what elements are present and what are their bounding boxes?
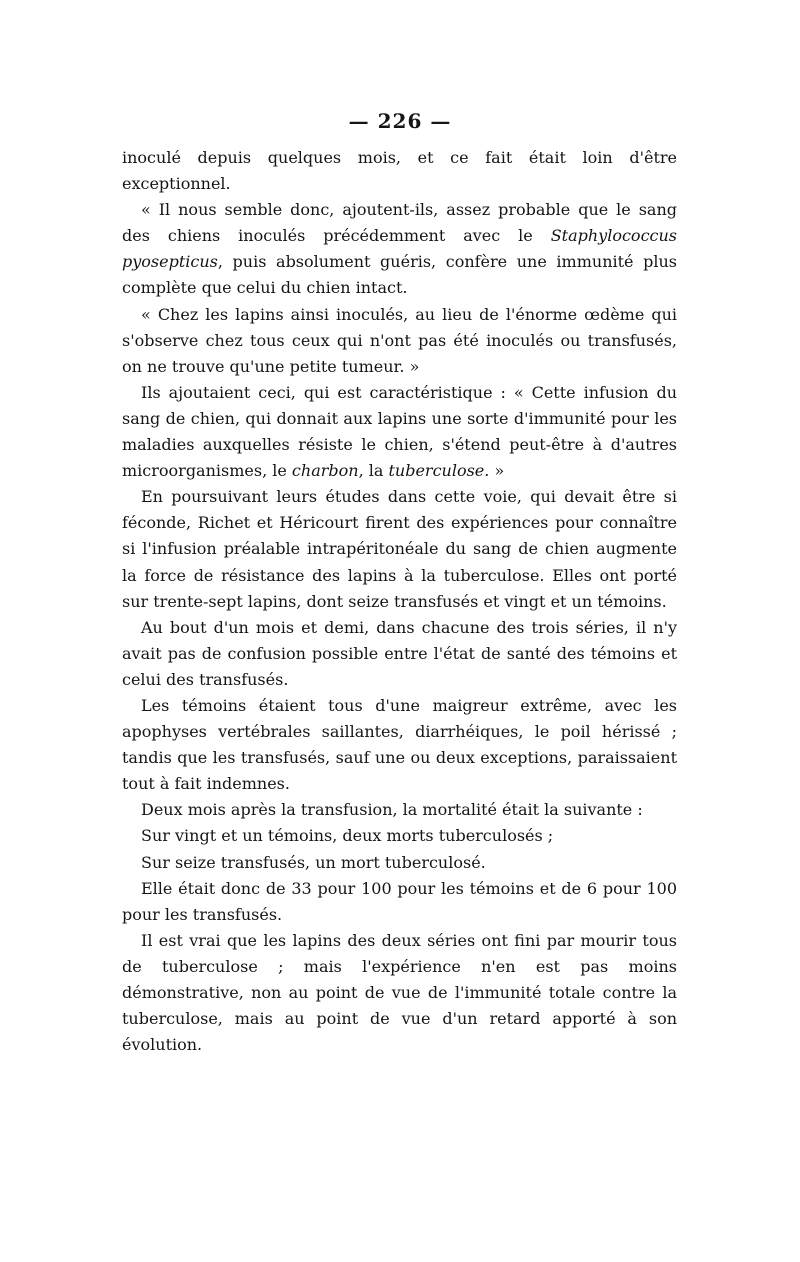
paragraph-mois-et-demi <box>122 615 677 693</box>
paragraph-experiences <box>122 484 677 614</box>
paragraph-mortalite <box>122 797 677 823</box>
text-segment: Il est vrai que les lapins des deux séries ont fini par mourir tous de tuberculose ; mais l'expérience n'en est pas moins démonstrative, non au point de vue de l'immunité totale contre la tuberculose, mais au point de vue d'un retard apporté à son évolution. <box>122 930 677 1055</box>
text-segment: . » <box>484 461 505 481</box>
text-segment: « Chez les lapins ainsi inoculés, au lieu de l'énorme œdème qui s'observe chez tous ceux qui n'ont pas été inoculés ou transfusés, on ne trouve qu'une petite tumeur. » <box>122 304 677 376</box>
page-number: — 226 — <box>348 109 452 133</box>
text-segment: Sur seize transfusés, un mort tuberculosé. <box>141 852 486 872</box>
text-segment: Sur vingt et un témoins, deux morts tuberculosés ; <box>141 826 554 846</box>
paragraph-transfuses-morts <box>122 850 677 876</box>
paragraph-quote-lapins <box>122 302 677 380</box>
paragraph-continuation <box>122 145 677 197</box>
paragraph-caracteristique <box>122 380 677 484</box>
text-segment: Deux mois après la transfusion, la mortalité était la suivante : <box>141 800 643 820</box>
italic-term-charbon: charbon <box>291 461 359 481</box>
paragraph-conclusion <box>122 928 677 1058</box>
paragraph-temoins-morts <box>122 823 677 849</box>
italic-term-tuberculose: tuberculose <box>388 461 485 481</box>
text-segment: , la <box>358 461 389 481</box>
body-text <box>122 145 677 1058</box>
italic-species-name: Staphylococcus pyosepticus <box>122 226 677 272</box>
paragraph-pourcentages <box>122 876 677 928</box>
text-segment: « Il nous semble donc, ajoutent-ils, assez probable que le sang des chiens inoculés précédemment avec le <box>122 200 677 246</box>
paragraph-temoins <box>122 693 677 797</box>
text-segment: Les témoins étaient tous d'une maigreur extrême, avec les apophyses vertébrales saillantes, diarrhéiques, le poil hérissé ; tandis que les transfusés, sauf une ou deux exceptions, paraissaient tout à fait indemnes. <box>122 695 677 794</box>
text-segment: inoculé depuis quelques mois, et ce fait était loin d'être exceptionnel. <box>122 148 677 194</box>
text-segment: En poursuivant leurs études dans cette voie, qui devait être si féconde, Richet et Héricourt firent des expériences pour connaître si l'infusion préalable intrapéritonéale du sang de chien augmente la force de résistance des lapins à la tuberculose. Elles ont porté sur trente-sept lapins, dont seize transfusés et vingt et un témoins. <box>122 487 677 611</box>
paragraph-quote-staphylococcus <box>122 197 677 301</box>
text-segment: , puis absolument guéris, confère une immunité plus complète que celui du chien intact. <box>122 252 677 298</box>
text-segment: Elle était donc de 33 pour 100 pour les témoins et de 6 pour 100 pour les transfusés. <box>122 878 677 924</box>
text-segment: Ils ajoutaient ceci, qui est caractéristique : « Cette infusion du sang de chien, qui donnait aux lapins une sorte d'immunité pour les maladies auxquelles résiste le chien, s'étend peut-être à d'autres microorganismes, le <box>122 382 677 481</box>
text-segment: Au bout d'un mois et demi, dans chacune des trois séries, il n'y avait pas de confusion possible entre l'état de santé des témoins et celui des transfusés. <box>122 617 677 689</box>
